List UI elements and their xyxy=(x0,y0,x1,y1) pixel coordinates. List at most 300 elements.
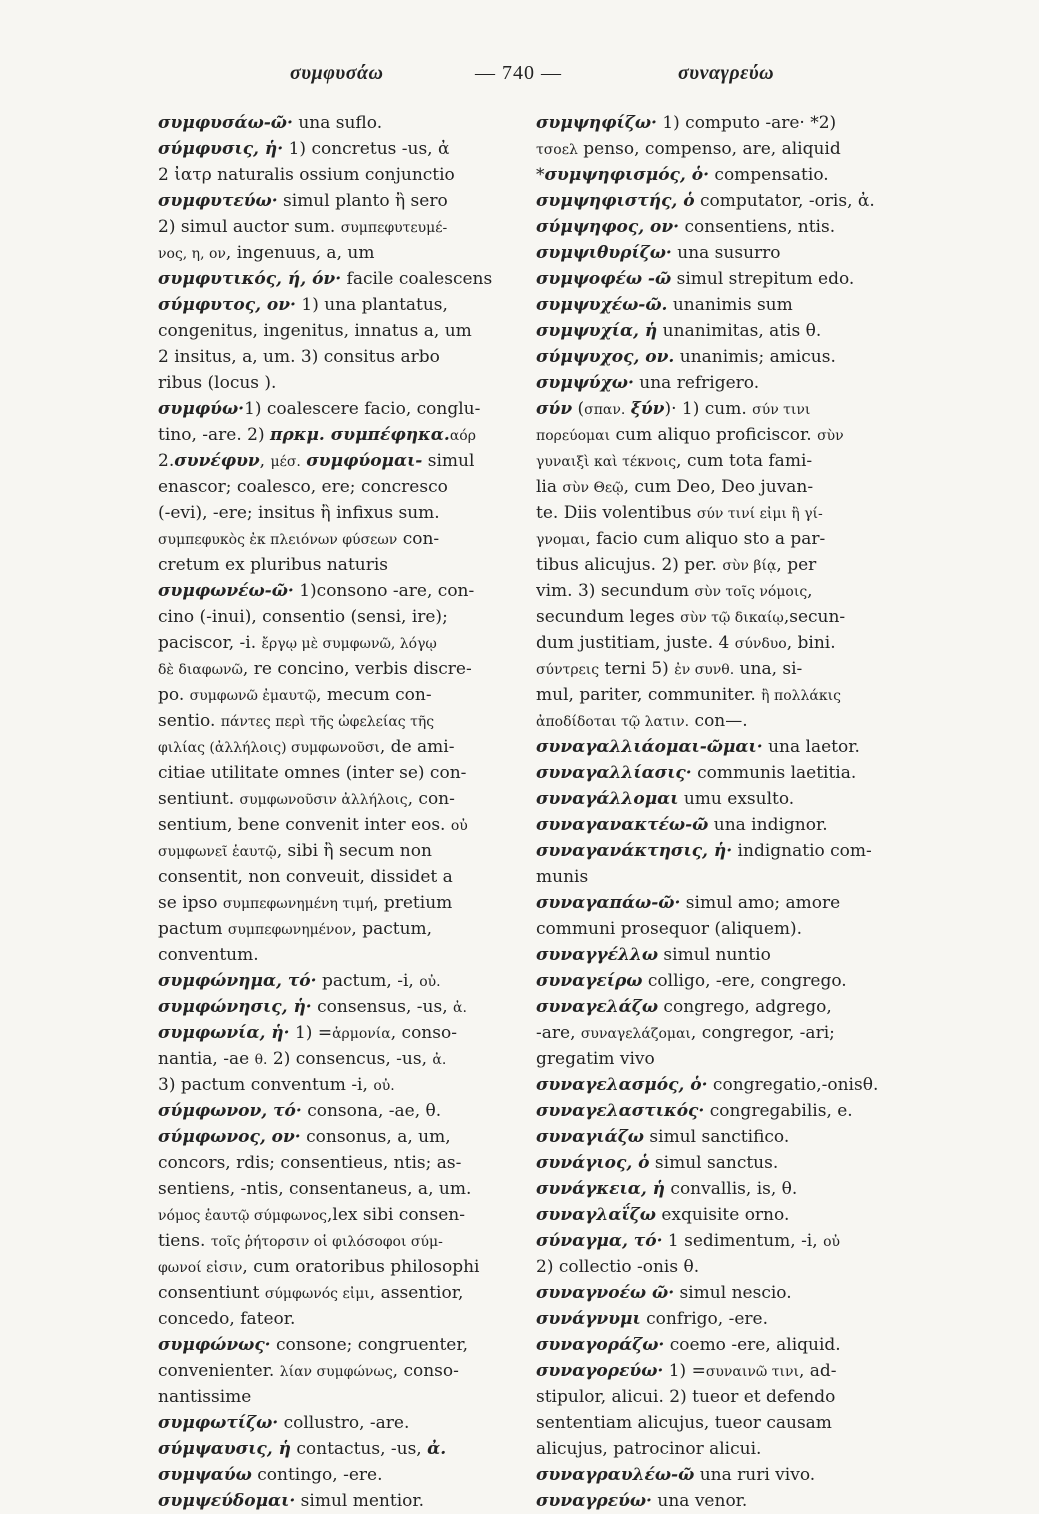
entry-text: consentiens, ntis. xyxy=(679,217,836,237)
entry-text: sentium, bene convenit inter eos. xyxy=(158,815,451,835)
dictionary-line xyxy=(536,994,908,1020)
entry-text: , ingenuus, a, um xyxy=(225,243,375,263)
entry-text: ἀ. xyxy=(432,1052,447,1068)
entry-text: ,lex sibi consen- xyxy=(327,1205,465,1225)
dictionary-line xyxy=(158,162,520,188)
entry-text: αόρ xyxy=(449,428,476,444)
entry-text: una suflo. xyxy=(292,113,383,133)
entry-text: φιλίας (ἀλλήλοις) συμφωνοῦσι xyxy=(158,740,380,756)
entry-text: (-evi), -ere; insitus ἢ infixus sum. xyxy=(158,503,440,523)
entry-text: 2) collectio -onis θ. xyxy=(536,1257,700,1277)
entry-text: simul xyxy=(422,451,475,471)
entry-text: congregatio,-onisθ. xyxy=(707,1075,879,1095)
entry-text: , conso- xyxy=(390,1023,457,1043)
entry-headword: συμφυτεύω· xyxy=(158,191,278,211)
entry-headword: συναγρεύω· xyxy=(536,1491,652,1511)
entry-text: paciscor, -i. xyxy=(158,633,262,653)
entry-text: consone; congruenter, xyxy=(270,1335,469,1355)
entry-text: coemo -ere, aliquid. xyxy=(664,1335,841,1355)
entry-text: nantissime xyxy=(158,1387,252,1407)
dictionary-line xyxy=(536,1280,908,1306)
entry-text: enascor; coalesco, ere; concresco xyxy=(158,477,448,497)
entry-text: 2 insitus, a, um. 3) consitus arbo xyxy=(158,347,440,367)
dictionary-line xyxy=(536,812,908,838)
entry-text: , de ami- xyxy=(379,737,455,757)
entry-text: λίαν συμφώνως xyxy=(279,1364,393,1380)
entry-text: , conso- xyxy=(392,1361,459,1381)
entry-headword: σύμψυχος, ον. xyxy=(536,347,675,367)
dictionary-line xyxy=(158,1410,520,1436)
entry-text: colligo, -ere, congrego. xyxy=(642,971,847,991)
entry-text: , facio cum aliquo sto a par- xyxy=(585,529,826,549)
dictionary-line xyxy=(158,422,520,448)
dictionary-line xyxy=(158,656,520,682)
dictionary-line xyxy=(158,526,520,552)
entry-text: una, si- xyxy=(734,659,803,679)
entry-text: secundum leges xyxy=(536,607,681,627)
entry-headword: συμψηφιστής, ὁ xyxy=(536,191,695,211)
dictionary-line xyxy=(536,760,908,786)
entry-text: umu exsulto. xyxy=(678,789,795,809)
entry-headword: συναγαπάω-ῶ· xyxy=(536,893,681,913)
entry-text: , ad- xyxy=(798,1361,837,1381)
entry-text: unanimis; amicus. xyxy=(674,347,836,367)
entry-headword: συμψυχία, ἡ xyxy=(536,321,658,341)
entry-headword: συναγείρω xyxy=(536,971,643,991)
dictionary-line xyxy=(536,1098,908,1124)
entry-headword: συναγιάζω xyxy=(536,1127,644,1147)
left-running-headword: συμφυσάω xyxy=(290,62,384,84)
entry-headword: συνάγκεια, ἡ xyxy=(536,1179,666,1199)
entry-text: consensus, -us, xyxy=(311,997,454,1017)
dictionary-line xyxy=(158,604,520,630)
entry-text: se ipso xyxy=(158,893,223,913)
dictionary-line xyxy=(536,318,908,344)
entry-headword: συμψύχω· xyxy=(536,373,634,393)
entry-text: vim. 3) secundum xyxy=(536,581,695,601)
entry-text: una susurro xyxy=(671,243,781,263)
dictionary-line xyxy=(158,292,520,318)
entry-text: 3) pactum conventum -i, xyxy=(158,1075,374,1095)
entry-text: , bini. xyxy=(786,633,836,653)
entry-headword: σύμφυτος, ον· xyxy=(158,295,296,315)
entry-text: τοῖς ῥήτορσιν οἱ φιλόσοφοι σύμ- xyxy=(210,1234,443,1250)
entry-headword: συναγοράζω· xyxy=(536,1335,665,1355)
entry-text: συμφωνοῦσιν ἀλλήλοις xyxy=(239,792,408,808)
entry-headword: σύμψηφος, ον· xyxy=(536,217,680,237)
dictionary-line xyxy=(158,630,520,656)
right-running-headword: συναγρεύω xyxy=(678,62,775,84)
entry-text: ἀποδίδοται τῷ λατιν. xyxy=(536,714,690,730)
dictionary-line xyxy=(158,448,520,474)
dictionary-line xyxy=(536,942,908,968)
entry-text: con—. xyxy=(689,711,748,731)
dictionary-line xyxy=(158,994,520,1020)
entry-headword: συναγλαΐζω xyxy=(536,1205,656,1225)
dictionary-line xyxy=(536,188,908,214)
dictionary-line xyxy=(536,240,908,266)
dictionary-line xyxy=(536,1358,908,1384)
entry-text: consentit, non conveuit, dissidet a xyxy=(158,867,453,887)
entry-text: pactum, -i, xyxy=(316,971,420,991)
dictionary-line xyxy=(536,708,908,734)
entry-headword: συμφωνία, ἡ· xyxy=(158,1023,290,1043)
entry-text: ἢ πολλάκις xyxy=(761,688,841,704)
dictionary-line xyxy=(158,864,520,890)
entry-text: )· 1) cum. xyxy=(664,399,753,419)
entry-text: una laetor. xyxy=(762,737,860,757)
entry-text: σύνδυο xyxy=(734,636,787,652)
dictionary-line xyxy=(536,1488,908,1514)
entry-text: gregatim vivo xyxy=(536,1049,655,1069)
dictionary-line xyxy=(158,1228,520,1254)
entry-text: concedo, fateor. xyxy=(158,1309,296,1329)
entry-text: 1) concretus -us, ἀ xyxy=(283,139,450,159)
entry-text: ( xyxy=(572,399,585,419)
entry-headword: συμψηφισμός, ὁ· xyxy=(544,165,710,185)
entry-text: stipulor, alicui. 2) tueor et defendo xyxy=(536,1387,836,1407)
entry-text: tiens. xyxy=(158,1231,211,1251)
dictionary-line xyxy=(536,1462,908,1488)
entry-text: , cum oratoribus philosophi xyxy=(242,1257,480,1277)
dictionary-line xyxy=(158,1332,520,1358)
entry-text: consona, -ae, θ. xyxy=(301,1101,442,1121)
entry-text: , xyxy=(259,451,271,471)
entry-text: 1) computo -are· *2) xyxy=(656,113,837,133)
dictionary-line xyxy=(536,1384,908,1410)
entry-text: mul, pariter, communiter. xyxy=(536,685,762,705)
entry-text: 1)consono -are, con- xyxy=(293,581,475,601)
entry-headword: συνάγνυμι xyxy=(536,1309,641,1329)
dictionary-line xyxy=(158,1488,520,1514)
entry-text: cretum ex pluribus naturis xyxy=(158,555,389,575)
entry-text: νος, η, ον xyxy=(158,246,226,262)
dictionary-line xyxy=(158,396,520,422)
entry-text: δὲ διαφωνῶ xyxy=(158,662,243,678)
entry-headword: σύμψαυσις, ἡ xyxy=(158,1439,291,1459)
entry-headword: συμψιθυρίζω· xyxy=(536,243,672,263)
dictionary-line xyxy=(158,1046,520,1072)
entry-text: 2) simul auctor sum. xyxy=(158,217,341,237)
entry-text: συμπεφυτευμέ- xyxy=(340,220,448,236)
dictionary-line xyxy=(158,682,520,708)
entry-headword: πρκμ. συμπέφηκα. xyxy=(270,425,450,445)
entry-headword: συμψυχέω-ῶ. xyxy=(536,295,668,315)
entry-headword: συμφύομαι- xyxy=(306,451,423,471)
entry-text: indignatio com- xyxy=(732,841,872,861)
entry-text: οὐ. xyxy=(419,974,441,990)
entry-text: , con- xyxy=(407,789,455,809)
dictionary-line xyxy=(158,266,520,292)
entry-text: cum aliquo proficiscor. xyxy=(610,425,818,445)
dictionary-line xyxy=(536,890,908,916)
dictionary-line xyxy=(536,1254,908,1280)
entry-headword: συμψοφέω -ῶ xyxy=(536,269,672,289)
entry-text: , xyxy=(807,581,813,601)
entry-text: σπαν. xyxy=(584,402,626,418)
entry-text: contingo, -ere. xyxy=(251,1465,383,1485)
dictionary-line xyxy=(536,630,908,656)
dictionary-line xyxy=(536,136,908,162)
entry-text: , cum Deo, Deo juvan- xyxy=(623,477,814,497)
entry-headword: συμφύω· xyxy=(158,399,245,419)
entry-text: συμπεφωνημένον xyxy=(227,922,352,938)
entry-headword: ξύν xyxy=(630,399,665,419)
entry-text: dum justitiam, juste. 4 xyxy=(536,633,735,653)
entry-text: cino (-inui), consentio (sensi, ire); xyxy=(158,607,448,627)
entry-text: 1) una plantatus, xyxy=(295,295,448,315)
dictionary-line xyxy=(158,214,520,240)
dictionary-line xyxy=(536,344,908,370)
entry-text: σὺν τοῖς νόμοις xyxy=(694,584,808,600)
entry-text: , mecum con- xyxy=(316,685,432,705)
entry-text: συμπεφωνημένη τιμή xyxy=(222,896,374,912)
entry-text: φωνοί εἰσιν xyxy=(158,1260,243,1276)
dictionary-line xyxy=(536,1436,908,1462)
dictionary-line xyxy=(536,916,908,942)
dictionary-line xyxy=(158,760,520,786)
entry-text: 1) = xyxy=(289,1023,333,1043)
dictionary-line xyxy=(536,864,908,890)
entry-text: simul amo; amore xyxy=(680,893,841,913)
entry-headword: συνέφυν xyxy=(174,451,260,471)
entry-text: , cum tota fami- xyxy=(676,451,813,471)
entry-headword: συμψηφίζω· xyxy=(536,113,657,133)
entry-text: communi prosequor (aliquem). xyxy=(536,919,803,939)
dictionary-line xyxy=(536,656,908,682)
dictionary-line xyxy=(158,318,520,344)
entry-headword: σύμφυσις, ἡ· xyxy=(158,139,284,159)
dictionary-line xyxy=(536,526,908,552)
dictionary-line xyxy=(536,1410,908,1436)
dictionary-line xyxy=(536,604,908,630)
entry-text: lia xyxy=(536,477,563,497)
entry-headword: συνάγιος, ὁ xyxy=(536,1153,650,1173)
dictionary-line xyxy=(536,786,908,812)
entry-text: , assentior, xyxy=(369,1283,464,1303)
entry-text: σὺν βίᾳ xyxy=(722,558,777,574)
entry-text: , pretium xyxy=(373,893,453,913)
entry-headword: συμφώνημα, τό· xyxy=(158,971,317,991)
entry-headword: συμφωτίζω· xyxy=(158,1413,279,1433)
entry-headword: συναγανάκτησις, ἡ· xyxy=(536,841,733,861)
entry-headword: συναγνοέω ῶ· xyxy=(536,1283,675,1303)
entry-text: σύντρεις xyxy=(536,662,600,678)
entry-text: ἁρμονία xyxy=(332,1026,391,1042)
dictionary-line xyxy=(536,578,908,604)
dictionary-line xyxy=(536,734,908,760)
entry-text: citiae utilitate omnes (inter se) con- xyxy=(158,763,467,783)
dictionary-line xyxy=(158,240,520,266)
dictionary-line xyxy=(536,266,908,292)
page-number: — 740 — xyxy=(475,62,562,84)
entry-text: una refrigero. xyxy=(633,373,760,393)
entry-text: concors, rdis; consentieus, ntis; as- xyxy=(158,1153,462,1173)
entry-text: οὐ. xyxy=(373,1078,395,1094)
dictionary-line xyxy=(158,1306,520,1332)
dictionary-line xyxy=(536,1306,908,1332)
entry-text: compensatio. xyxy=(709,165,829,185)
entry-text: σὺν Θεῷ xyxy=(562,480,624,496)
entry-text: 1) = xyxy=(663,1361,706,1381)
dictionary-line xyxy=(536,422,908,448)
entry-text: confrigo, -ere. xyxy=(640,1309,768,1329)
entry-headword: συναγελασμός, ὁ· xyxy=(536,1075,708,1095)
entry-text: congregabilis, e. xyxy=(704,1101,853,1121)
dictionary-line xyxy=(536,110,908,136)
right-column xyxy=(536,110,908,1514)
entry-text: terni 5) xyxy=(599,659,675,679)
entry-text: σύν τινι xyxy=(752,402,811,418)
dictionary-line xyxy=(158,344,520,370)
entry-text: conventum. xyxy=(158,945,259,965)
entry-text: penso, compenso, are, aliquid xyxy=(577,139,841,159)
entry-text: ,secun- xyxy=(783,607,846,627)
dictionary-line xyxy=(536,1046,908,1072)
entry-text: alicujus, patrocinor alicui. xyxy=(536,1439,762,1459)
entry-text: μέσ. xyxy=(270,454,301,470)
entry-text: simul nescio. xyxy=(674,1283,792,1303)
dictionary-line xyxy=(536,838,908,864)
dictionary-line xyxy=(536,1150,908,1176)
entry-text: , per xyxy=(776,555,817,575)
entry-headword: σύναγμα, τό· xyxy=(536,1231,663,1251)
dictionary-line xyxy=(158,838,520,864)
entry-text: simul strepitum edo. xyxy=(671,269,855,289)
entry-headword: συμφώνως· xyxy=(158,1335,271,1355)
dictionary-line xyxy=(158,552,520,578)
entry-headword: συμψεύδομαι· xyxy=(158,1491,296,1511)
dictionary-line xyxy=(536,396,908,422)
entry-text: pactum xyxy=(158,919,228,939)
entry-headword: συναγελάζω xyxy=(536,997,659,1017)
entry-text: συναινῶ τινι xyxy=(705,1364,799,1380)
entry-headword: συναγγέλλω xyxy=(536,945,659,965)
dictionary-line xyxy=(536,1228,908,1254)
entry-headword: συναγάλλομαι xyxy=(536,789,679,809)
entry-text: συμπεφυκὸς ἐκ πλειόνων φύσεων xyxy=(158,532,398,548)
entry-text: ribus (locus ). xyxy=(158,373,277,393)
entry-text: simul nuntio xyxy=(658,945,771,965)
entry-text: una venor. xyxy=(651,1491,748,1511)
entry-text: unanimitas, atis θ. xyxy=(657,321,822,341)
entry-text: simul sanctus. xyxy=(649,1153,779,1173)
entry-text: πορεύομαι xyxy=(536,428,611,444)
entry-headword: συμψαύω xyxy=(158,1465,252,1485)
entry-headword: συναγελαστικός· xyxy=(536,1101,705,1121)
dictionary-line xyxy=(536,1176,908,1202)
entry-text: te. Diis volentibus xyxy=(536,503,697,523)
dictionary-line xyxy=(158,812,520,838)
dictionary-line xyxy=(536,448,908,474)
entry-text: nantia, -ae xyxy=(158,1049,255,1069)
entry-text: consentiunt xyxy=(158,1283,265,1303)
entry-headword: σύμφωνον, τό· xyxy=(158,1101,302,1121)
entry-text: συμφωνῶ ἐμαυτῷ xyxy=(189,688,317,704)
entry-text: consonus, a, um, xyxy=(300,1127,451,1147)
entry-headword: σύμφωνος, ον· xyxy=(158,1127,301,1147)
dictionary-line xyxy=(536,1072,908,1098)
entry-text: communis laetitia. xyxy=(691,763,857,783)
dictionary-line xyxy=(536,370,908,396)
dictionary-line xyxy=(158,1176,520,1202)
entry-text: congrego, adgrego, xyxy=(658,997,832,1017)
entry-text: , re concino, verbis discre- xyxy=(242,659,472,679)
entry-text: simul sanctifico. xyxy=(644,1127,790,1147)
dictionary-line xyxy=(158,1072,520,1098)
dictionary-line xyxy=(158,1020,520,1046)
entry-text: contactus, -us, xyxy=(290,1439,428,1459)
dictionary-line xyxy=(536,214,908,240)
entry-text: σύμφωνός εἰμι xyxy=(264,1286,370,1302)
entry-text: simul mentior. xyxy=(295,1491,425,1511)
entry-headword: ἀ. xyxy=(427,1439,447,1459)
entry-text: γνομαι xyxy=(536,532,586,548)
entry-text: munis xyxy=(536,867,589,887)
entry-headword: συμφώνησις, ἡ· xyxy=(158,997,312,1017)
dictionary-line xyxy=(158,890,520,916)
entry-headword: συναγραυλέω-ῶ xyxy=(536,1465,695,1485)
dictionary-line xyxy=(158,136,520,162)
dictionary-line xyxy=(536,474,908,500)
dictionary-line xyxy=(158,110,520,136)
entry-text: con- xyxy=(397,529,440,549)
entry-headword: συναγανακτέω-ῶ xyxy=(536,815,709,835)
entry-text: -are, xyxy=(536,1023,581,1043)
entry-headword: συμφωνέω-ῶ· xyxy=(158,581,294,601)
entry-text: 1) coalescere facio, conglu- xyxy=(244,399,481,419)
entry-text: sentio. xyxy=(158,711,221,731)
entry-text: una indignor. xyxy=(708,815,828,835)
entry-text: συμφωνεῖ ἑαυτῷ xyxy=(158,844,277,860)
page-header xyxy=(0,60,1039,92)
entry-text: , sibi ἢ secum non xyxy=(276,841,432,861)
entry-text: οὐ xyxy=(823,1234,841,1250)
entry-headword: συμφυσάω-ῶ· xyxy=(158,113,293,133)
dictionary-line xyxy=(158,1436,520,1462)
entry-text: sententiam alicujus, tueor causam xyxy=(536,1413,832,1433)
entry-headword: συναγορεύω· xyxy=(536,1361,664,1381)
entry-text: πάντες περὶ τῆς ὠφελείας τῆς xyxy=(220,714,435,730)
entry-headword: συμφυτικός, ή, όν· xyxy=(158,269,342,289)
dictionary-line xyxy=(158,786,520,812)
dictionary-line xyxy=(158,1280,520,1306)
entry-text: convallis, is, θ. xyxy=(665,1179,798,1199)
entry-text: congenitus, ingenitus, innatus a, um xyxy=(158,321,472,341)
dictionary-line xyxy=(158,578,520,604)
left-column xyxy=(158,110,520,1514)
dictionary-line xyxy=(158,1358,520,1384)
entry-text: po. xyxy=(158,685,190,705)
dictionary-line xyxy=(158,942,520,968)
entry-text: facile coalescens xyxy=(341,269,493,289)
dictionary-line xyxy=(536,968,908,994)
dictionary-line xyxy=(536,292,908,318)
dictionary-line xyxy=(158,1124,520,1150)
entry-text: γυναιξὶ καὶ τέκνοις xyxy=(536,454,677,470)
dictionary-line xyxy=(158,1202,520,1228)
entry-text: exquisite orno. xyxy=(655,1205,790,1225)
entry-headword: συναγαλλιάομαι-ῶμαι· xyxy=(536,737,763,757)
dictionary-line xyxy=(158,370,520,396)
dictionary-line xyxy=(536,552,908,578)
entry-text: ἐν συνθ. xyxy=(674,662,735,678)
dictionary-line xyxy=(536,1124,908,1150)
dictionary-line xyxy=(158,734,520,760)
entry-text: tibus alicujus. 2) per. xyxy=(536,555,723,575)
dictionary-line xyxy=(536,682,908,708)
entry-text: σὺν xyxy=(817,428,844,444)
